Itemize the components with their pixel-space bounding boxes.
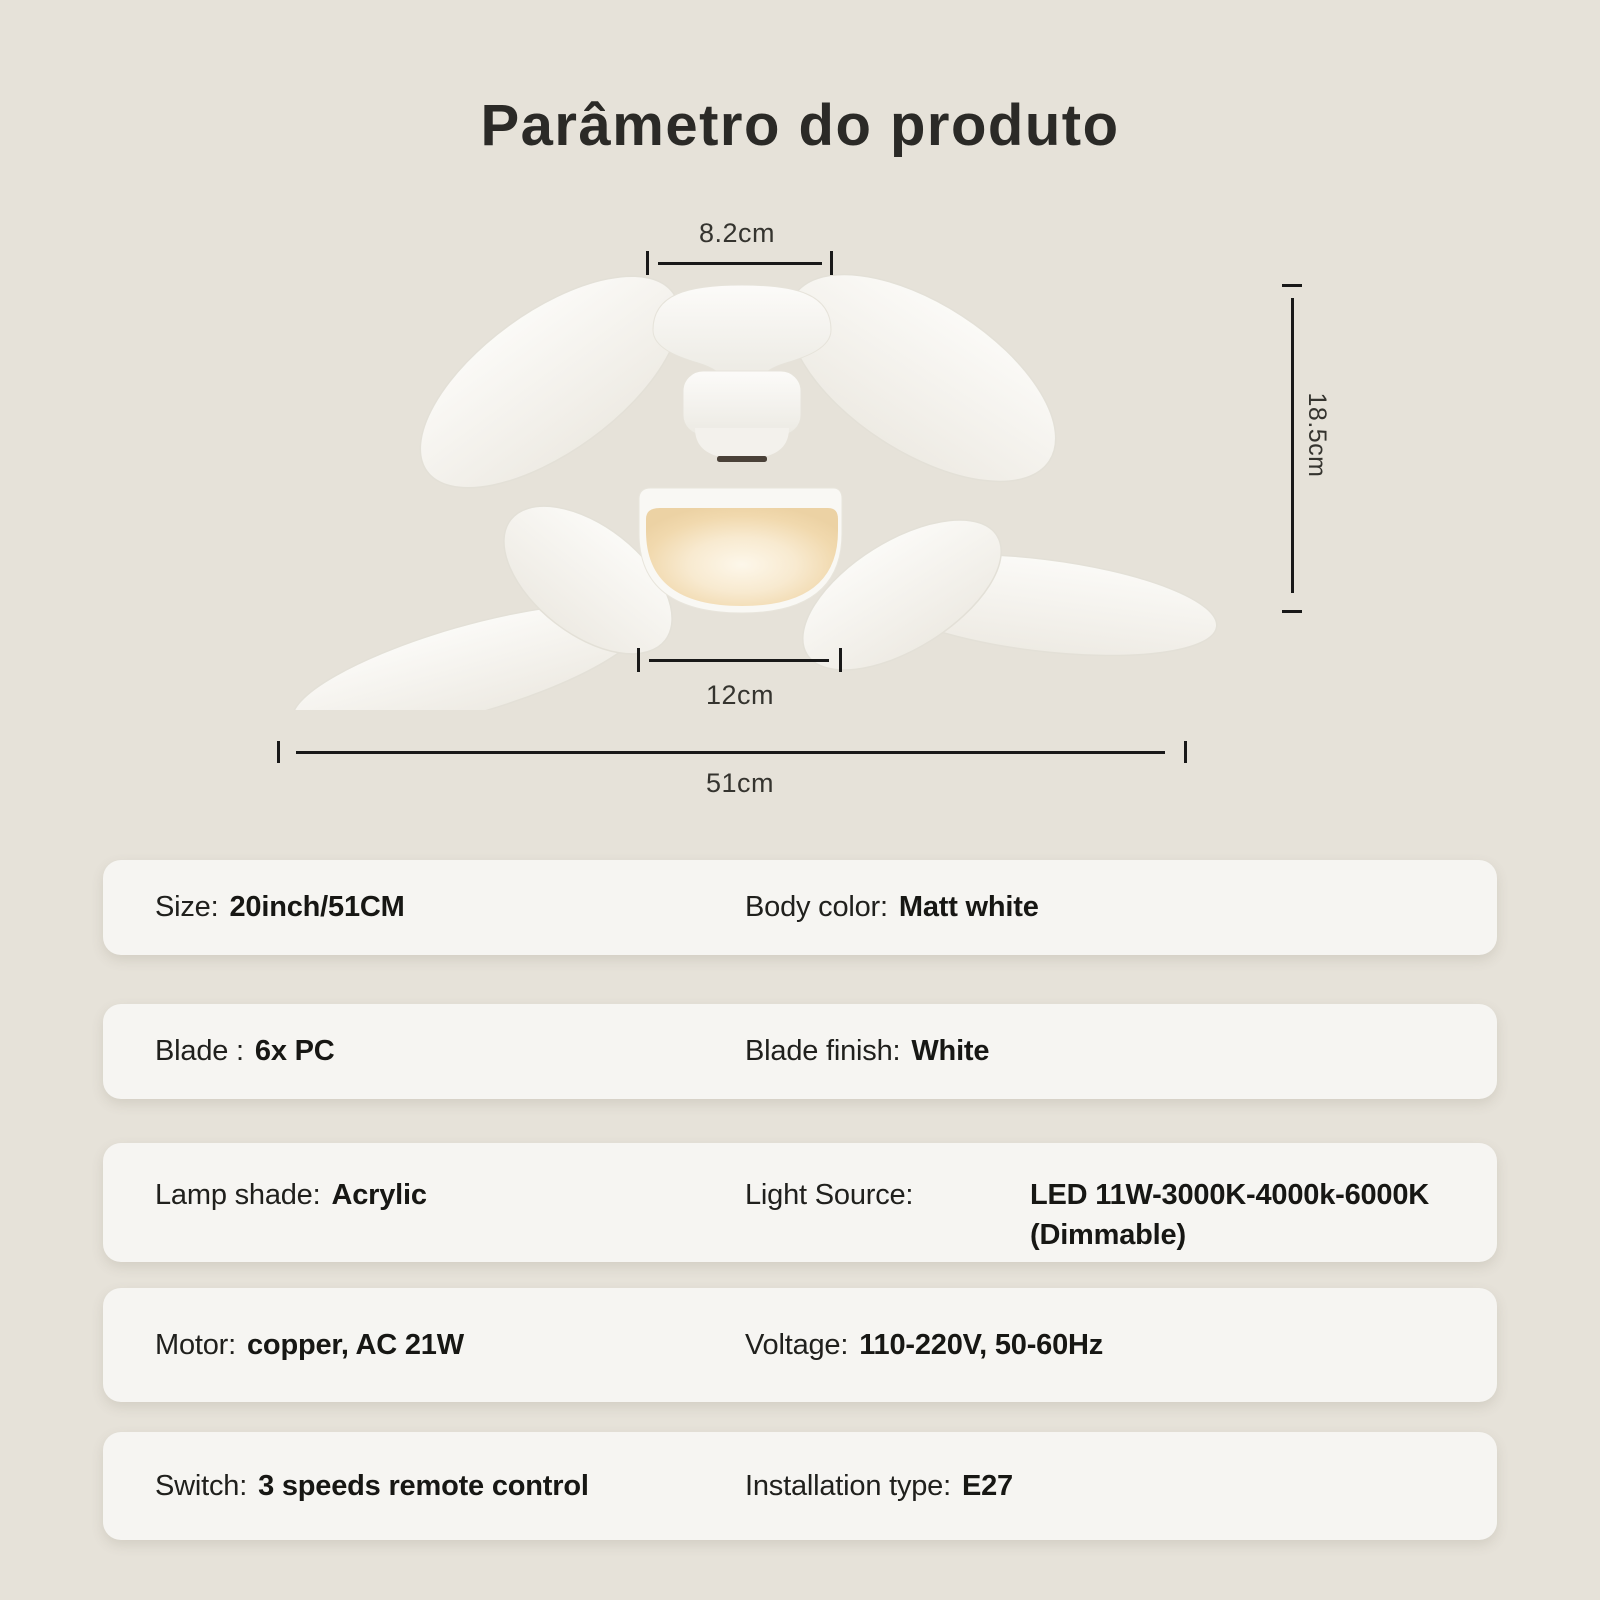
spec-value: Matt white <box>898 891 1039 923</box>
spec-label: Voltage: <box>745 1328 849 1361</box>
dimension-line <box>296 751 1165 754</box>
spec-row-switch-installation <box>103 1432 1497 1540</box>
spec-value: 110-220V, 50-60Hz <box>859 1328 1104 1361</box>
spec-label: Light Source: <box>745 1179 914 1211</box>
spec-label: Switch: <box>155 1469 248 1502</box>
dimension-tick <box>637 648 640 672</box>
spec-value-multiline <box>1030 1175 1429 1255</box>
dimension-tick <box>830 251 833 275</box>
dimension-line <box>649 659 829 662</box>
spec-label: Blade : <box>155 1035 244 1067</box>
dimension-tick <box>1282 284 1302 287</box>
fan-motor <box>683 371 801 435</box>
spec-value: 3 speeds remote control <box>258 1469 589 1502</box>
spec-label: Body color: <box>745 891 888 923</box>
spec-cell <box>155 1143 427 1298</box>
spec-label: Installation type: <box>745 1469 951 1502</box>
spec-label: Motor: <box>155 1328 236 1361</box>
spec-cell <box>745 1004 989 1099</box>
spec-value: White <box>911 1035 990 1067</box>
spec-cell <box>155 1004 335 1099</box>
spec-label: Size: <box>155 891 219 923</box>
spec-row-size <box>103 860 1497 955</box>
spec-label: Blade finish: <box>745 1035 901 1067</box>
dimension-tick <box>1282 610 1302 613</box>
dimension-tick <box>1184 741 1187 763</box>
spec-value: 6x PC <box>254 1035 335 1067</box>
dimension-tick <box>646 251 649 275</box>
spec-cell <box>745 860 1039 955</box>
ceiling-fan-illustration <box>250 270 1250 710</box>
spec-value: copper, AC 21W <box>247 1328 464 1361</box>
spec-cell <box>155 1288 464 1402</box>
dimension-line <box>658 262 822 265</box>
spec-cell <box>745 1288 1103 1402</box>
dimension-line <box>1291 298 1294 593</box>
spec-row-motor-voltage <box>103 1288 1497 1402</box>
dimension-tick <box>277 741 280 763</box>
spec-cell <box>155 860 405 955</box>
page-title: Parâmetro do produto <box>480 93 1120 158</box>
spec-cell <box>745 1143 924 1298</box>
spec-cell <box>745 1432 1013 1540</box>
spec-label: Lamp shade: <box>155 1179 321 1211</box>
spec-row-blade <box>103 1004 1497 1099</box>
dimension-height-label: 18.5cm <box>1303 392 1331 478</box>
spec-value: 20inch/51CM <box>229 891 405 923</box>
spec-value: (Dimmable) <box>1030 1219 1186 1251</box>
dimension-tick <box>839 648 842 672</box>
dimension-lamp-width-label: 12cm <box>705 680 775 710</box>
fan-motor-taper <box>695 428 789 459</box>
socket-slot <box>717 456 767 462</box>
spec-value: E27 <box>961 1469 1013 1502</box>
dimension-total-width-label: 51cm <box>705 768 775 798</box>
dimension-canopy-width-label: 8.2cm <box>698 218 776 248</box>
spec-cell <box>155 1432 589 1540</box>
spec-value: LED 11W-3000K-4000k-6000K <box>1030 1179 1430 1211</box>
spec-value: Acrylic <box>331 1179 427 1211</box>
spec-row-lamp-light <box>103 1143 1497 1262</box>
